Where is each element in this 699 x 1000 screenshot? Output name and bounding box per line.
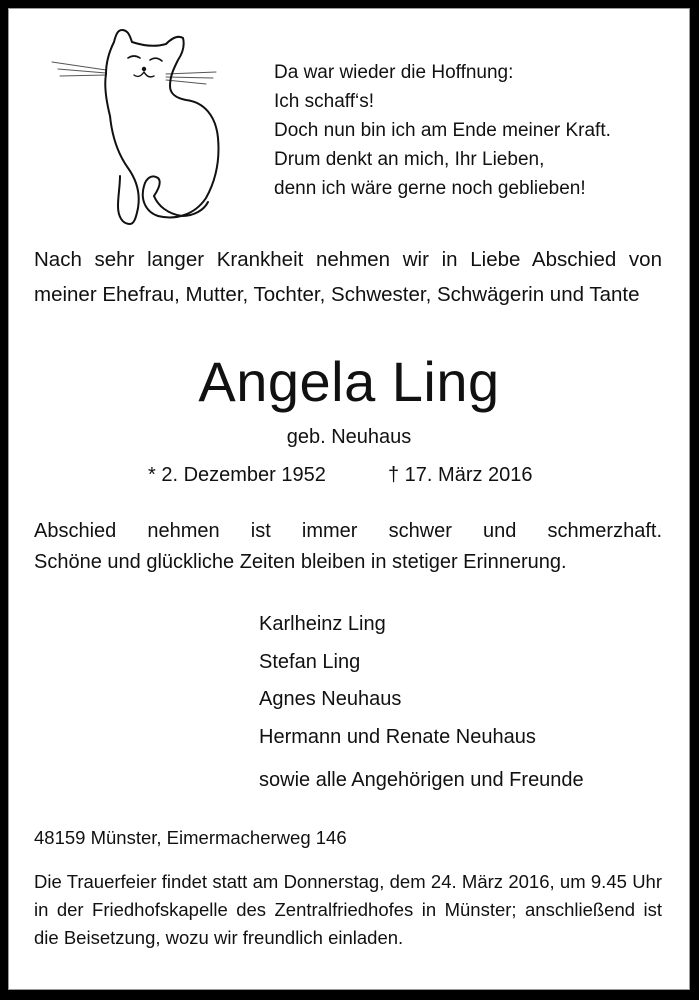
birth-date: * 2. Dezember 1952 — [148, 464, 326, 486]
poem-line: Ich schaff‘s! — [274, 91, 374, 112]
cat-line-drawing-icon — [48, 20, 228, 225]
poem-line: Drum denkt an mich, Ihr Lieben, — [274, 149, 545, 170]
mourner-name: Agnes Neuhaus — [259, 688, 402, 710]
memorial-quote — [34, 516, 662, 578]
quote-line: Abschied nehmen ist immer schwer und schmerzhaft. — [34, 520, 662, 542]
mourners-extra: sowie alle Angehörigen und Freunde — [259, 769, 584, 791]
mourner-name: Hermann und Renate Neuhaus — [259, 725, 536, 748]
quote-line: Schöne und glückliche Zeiten bleiben in stetiger Erinnerung. — [34, 551, 567, 573]
intro-text: Nach sehr langer Krankheit nehmen wir in Liebe Abschied von meiner Ehefrau, Mutter, Tochter, Schwester, Schwägerin und Tante — [34, 248, 662, 306]
mourner-name: Karlheinz Ling — [259, 613, 386, 635]
poem — [274, 58, 611, 203]
poem-line: denn ich wäre gerne noch geblieben! — [274, 178, 586, 199]
mourners-list — [259, 606, 584, 800]
maiden-name: geb. Neuhaus — [286, 426, 412, 448]
poem-line: Doch nun bin ich am Ende meiner Kraft. — [274, 120, 611, 141]
address: 48159 Münster, Eimermacherweg 146 — [34, 827, 347, 848]
obituary-notice — [8, 8, 690, 990]
poem-line: Da war wieder die Hoffnung: — [274, 62, 514, 83]
mourner-name: Stefan Ling — [259, 650, 361, 673]
death-date: † 17. März 2016 — [388, 464, 533, 486]
funeral-service-info: Die Trauerfeier findet statt am Donnerstag, dem 24. März 2016, um 9.45 Uhr in der Friedhofskapelle des Zentralfriedhofes in Münster; anschließend ist die Beisetzung, wozu wir freundlich einladen. — [34, 871, 662, 948]
deceased-name: Angela Ling — [198, 350, 500, 413]
